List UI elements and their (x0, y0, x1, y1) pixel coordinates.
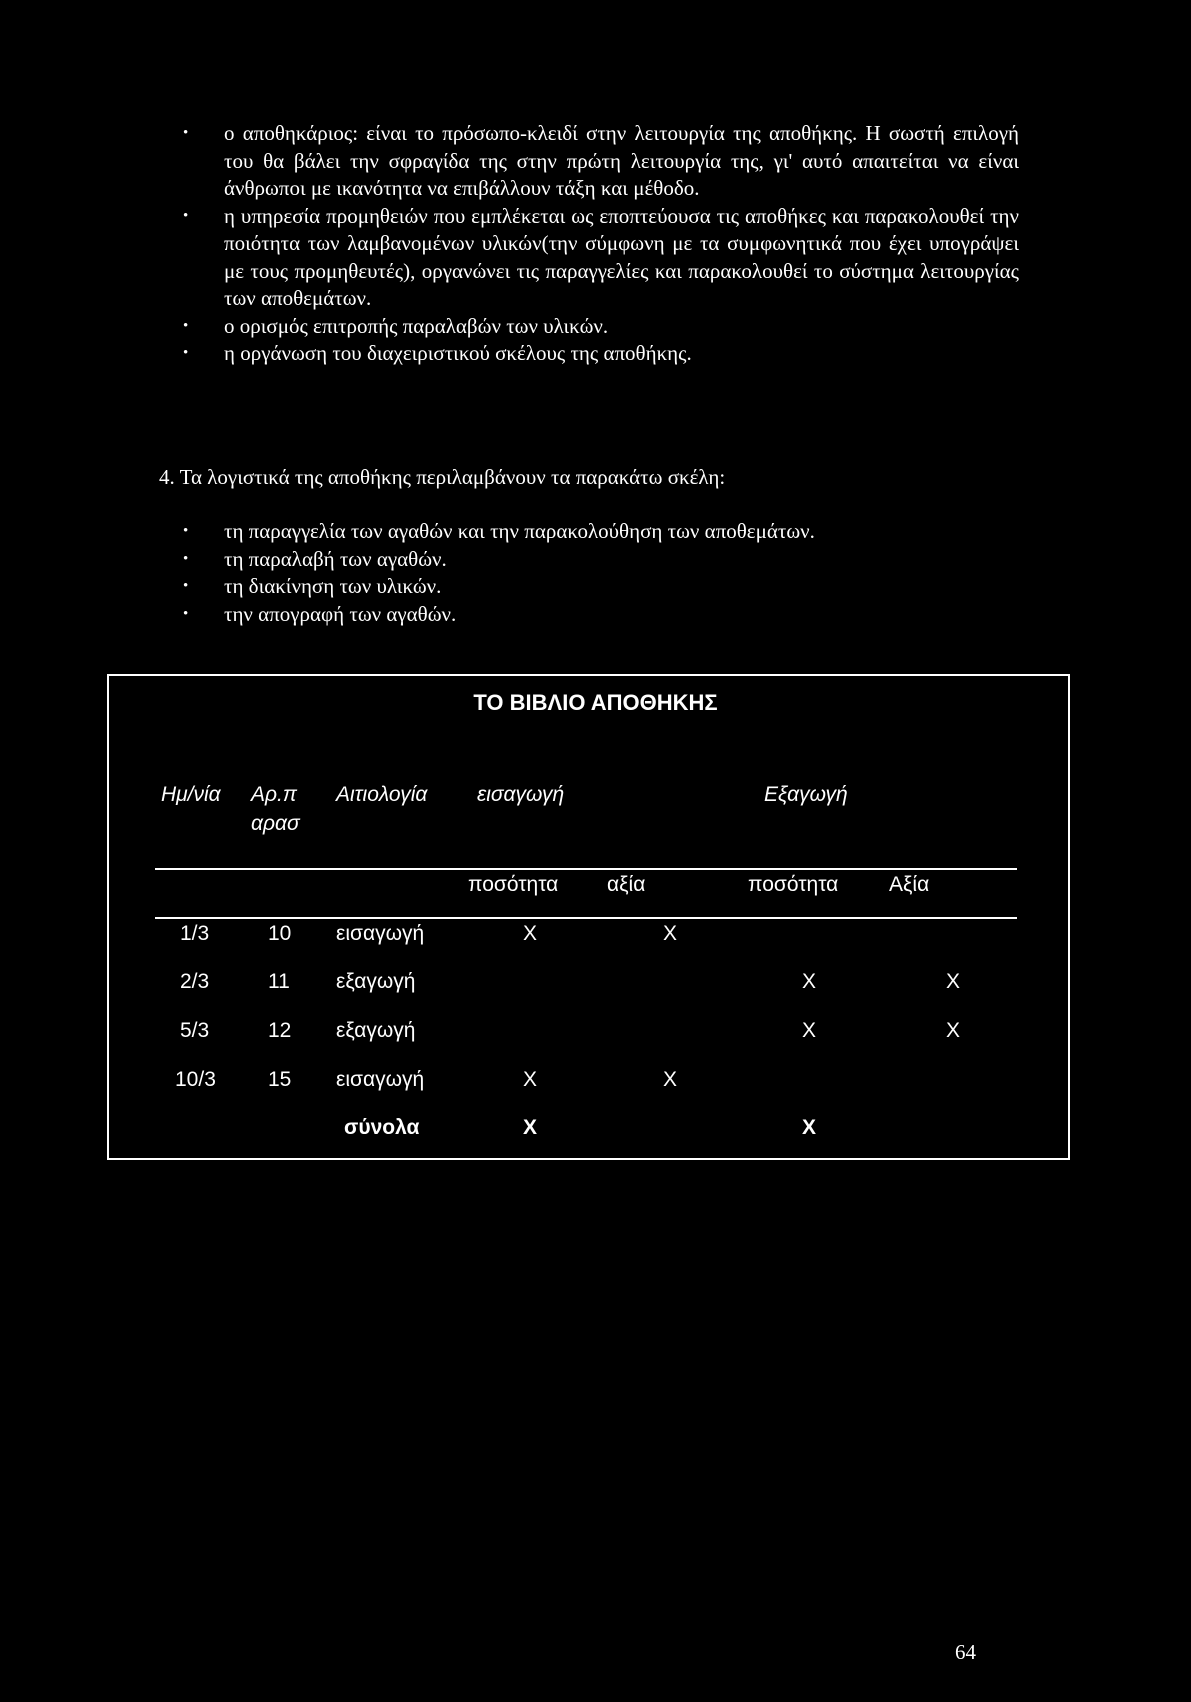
totals-label: σύνολα (344, 1116, 420, 1139)
list-item-text: η υπηρεσία προμηθειών που εμπλέκεται ως εποπτεύουσα τις αποθήκες και παρακολουθεί την ποιότητα των λαμβανομένων υλικών(την σύμφωνη με τα συμφωνητικά που έχει υπογράψει με τους προμηθευτές), οργανώνει τις παραγγελίες και παρακολουθεί το σύστημα λειτουργίας των αποθεμάτων. (224, 203, 1019, 310)
accounting-parts-list (177, 518, 1019, 628)
list-item-text: ο αποθηκάριος: είναι το πρόσωπο-κλειδί στην λειτουργία της αποθήκης. Η σωστή επιλογή του θα βάλει την σφραγίδα της στην πρώτη λειτουργία της, γι' αυτό απαιτείται να είναι άνθρωποι με ικανότητα να επιβάλλουν τάξη και μέθοδο. (224, 121, 1019, 200)
row-export-quantity: X (802, 1019, 817, 1042)
header-doc-number: Αρ.π (251, 783, 297, 806)
list-item (177, 546, 1019, 574)
row-reason: εξαγωγή (336, 1019, 416, 1042)
row-import-quantity: X (523, 1068, 538, 1091)
bullet-icon: • (183, 345, 189, 361)
storage-roles-list (177, 120, 1019, 368)
bullet-icon: • (183, 125, 189, 141)
section-heading: 4. Τα λογιστικά της αποθήκης περιλαμβάνουν τα παρακάτω σκέλη: (159, 465, 726, 489)
row-reason: εισαγωγή (336, 922, 425, 945)
list-item (177, 518, 1019, 546)
header-reason: Αιτιολογία (336, 783, 428, 806)
list-item-text: ο ορισμός επιτροπής παραλαβών των υλικών. (224, 313, 609, 338)
row-reason: εισαγωγή (336, 1068, 425, 1091)
list-item (177, 601, 1019, 629)
bullet-icon: • (183, 605, 189, 622)
row-doc-number: 12 (268, 1019, 292, 1042)
row-export-quantity: X (802, 970, 817, 993)
totals-export-quantity: X (802, 1116, 817, 1139)
row-date: 10/3 (175, 1068, 216, 1091)
subheader-export-quantity: ποσότητα (748, 873, 839, 896)
list-item-text: η οργάνωση του διαχειριστικού σκέλους της αποθήκης. (224, 341, 692, 365)
header-date: Ημ/νία (161, 783, 221, 806)
subheader-divider (155, 917, 1017, 919)
table-title: ΤΟ ΒΙΒΛΙΟ ΑΠΟΘΗΚΗΣ (473, 690, 718, 715)
list-item-text: τη παραγγελία των αγαθών και την παρακολούθηση των αποθεμάτων. (224, 519, 815, 543)
list-item (177, 120, 1019, 203)
list-item-text: τη παραλαβή των αγαθών. (224, 546, 447, 571)
header-divider (155, 868, 1017, 870)
row-doc-number: 15 (268, 1068, 292, 1091)
row-reason: εξαγωγή (336, 970, 416, 993)
list-item (177, 573, 1019, 601)
bullet-icon: • (183, 317, 189, 334)
list-item (177, 203, 1019, 313)
subheader-import-value: αξία (607, 873, 646, 896)
row-export-value: X (946, 970, 961, 993)
bullet-icon: • (183, 523, 189, 539)
list-item-text: τη διακίνηση των υλικών. (224, 574, 442, 598)
row-doc-number: 11 (268, 970, 290, 993)
row-export-value: X (946, 1019, 961, 1042)
header-export: Εξαγωγή (764, 783, 848, 806)
list-item-text: την απογραφή των αγαθών. (224, 601, 457, 626)
bullet-icon: • (183, 207, 189, 224)
subheader-import-quantity: ποσότητα (468, 873, 559, 896)
subheader-export-value: Αξία (889, 873, 930, 896)
totals-import-quantity: X (523, 1116, 538, 1139)
header-import: εισαγωγή (477, 783, 565, 806)
row-date: 2/3 (180, 970, 210, 993)
row-import-quantity: X (523, 922, 538, 945)
header-doc-number-continued: αρασ (251, 812, 300, 835)
row-date: 1/3 (180, 922, 210, 945)
row-date: 5/3 (180, 1019, 210, 1042)
row-import-value: X (663, 922, 678, 945)
row-import-value: X (663, 1068, 678, 1091)
bullet-icon: • (183, 550, 189, 567)
list-item (177, 340, 1019, 368)
bullet-icon: • (183, 578, 189, 594)
list-item (177, 313, 1019, 341)
page-number: 64 (955, 1640, 976, 1664)
row-doc-number: 10 (268, 922, 292, 945)
